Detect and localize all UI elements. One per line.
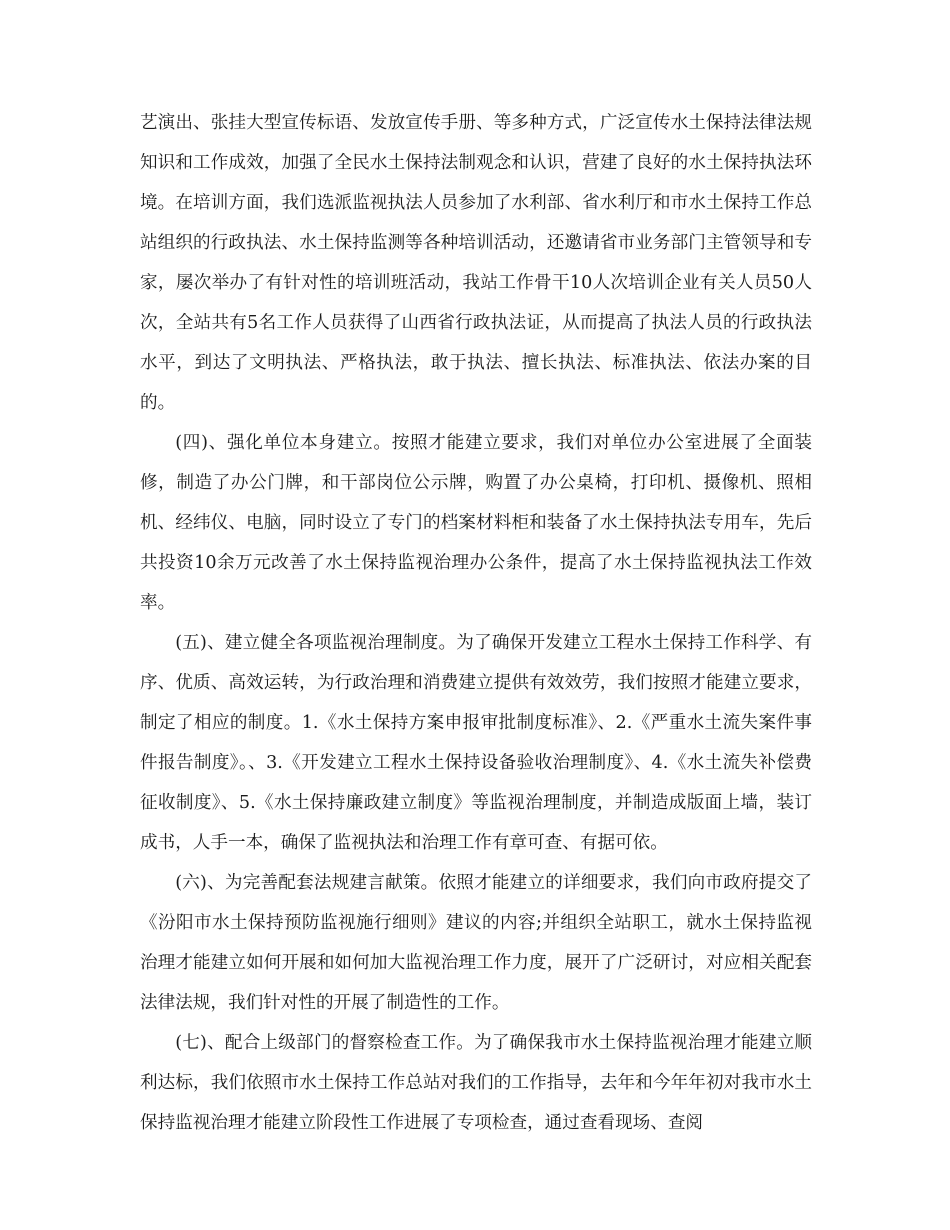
paragraph-1: 艺演出、张挂大型宣传标语、发放宣传手册、等多种方式，广泛宣传水土保持法律法规知识和工作成效，加强了全民水土保持法制观念和认识，营建了良好的水土保持执法环境。在培训方面，我们选派监视执法人员参加了水利部、省水利厅和市水土保持工作总站组织的行政执法、水土保持监测等各种培训活动，还邀请省市业务部门主管领导和专家，屡次举办了有针对性的培训班活动，我站工作骨干10人次培训企业有关人员50人次，全站共有5名工作人员获得了山西省行政执法证，从而提高了执法人员的行政执法水平，到达了文明执法、严格执法，敢于执法、擅长执法、标准执法、依法办案的目的。 bbox=[140, 113, 812, 413]
paragraph-5: (七)、配合上级部门的督察检查工作。为了确保我市水土保持监视治理才能建立顺利达标，我们依照市水土保持工作总站对我们的工作指导，去年和今年年初对我市水土保持监视治理才能建立阶段性工作进展了专项检查，通过查看现场、查阅 bbox=[140, 1033, 812, 1133]
document-body bbox=[140, 103, 812, 1143]
paragraph-2: (四)、强化单位本身建立。按照才能建立要求，我们对单位办公室进展了全面装修，制造了办公门牌，和干部岗位公示牌，购置了办公桌椅，打印机、摄像机、照相机、经纬仪、电脑，同时设立了专门的档案材料柜和装备了水土保持执法专用车，先后共投资10余万元改善了水土保持监视治理办公条件，提高了水土保持监视执法工作效率。 bbox=[140, 433, 812, 613]
paragraph-4: (六)、为完善配套法规建言献策。依照才能建立的详细要求，我们向市政府提交了《汾阳市水土保持预防监视施行细则》建议的内容;并组织全站职工，就水土保持监视治理才能建立如何开展和如何加大监视治理工作力度，展开了广泛研讨，对应相关配套法律法规，我们针对性的开展了制造性的工作。 bbox=[140, 873, 812, 1013]
paragraph-3: (五)、建立健全各项监视治理制度。为了确保开发建立工程水土保持工作科学、有序、优质、高效运转，为行政治理和消费建立提供有效效劳，我们按照才能建立要求，制定了相应的制度。1.《水土保持方案申报审批制度标准》、2.《严重水土流失案件事件报告制度》。、3.《开发建立工程水土保持设备验收治理制度》、4.《水土流失补偿费征收制度》、5.《水土保持廉政建立制度》等监视治理制度，并制造成版面上墙，装订成书，人手一本，确保了监视执法和治理工作有章可查、有据可依。 bbox=[140, 633, 812, 853]
